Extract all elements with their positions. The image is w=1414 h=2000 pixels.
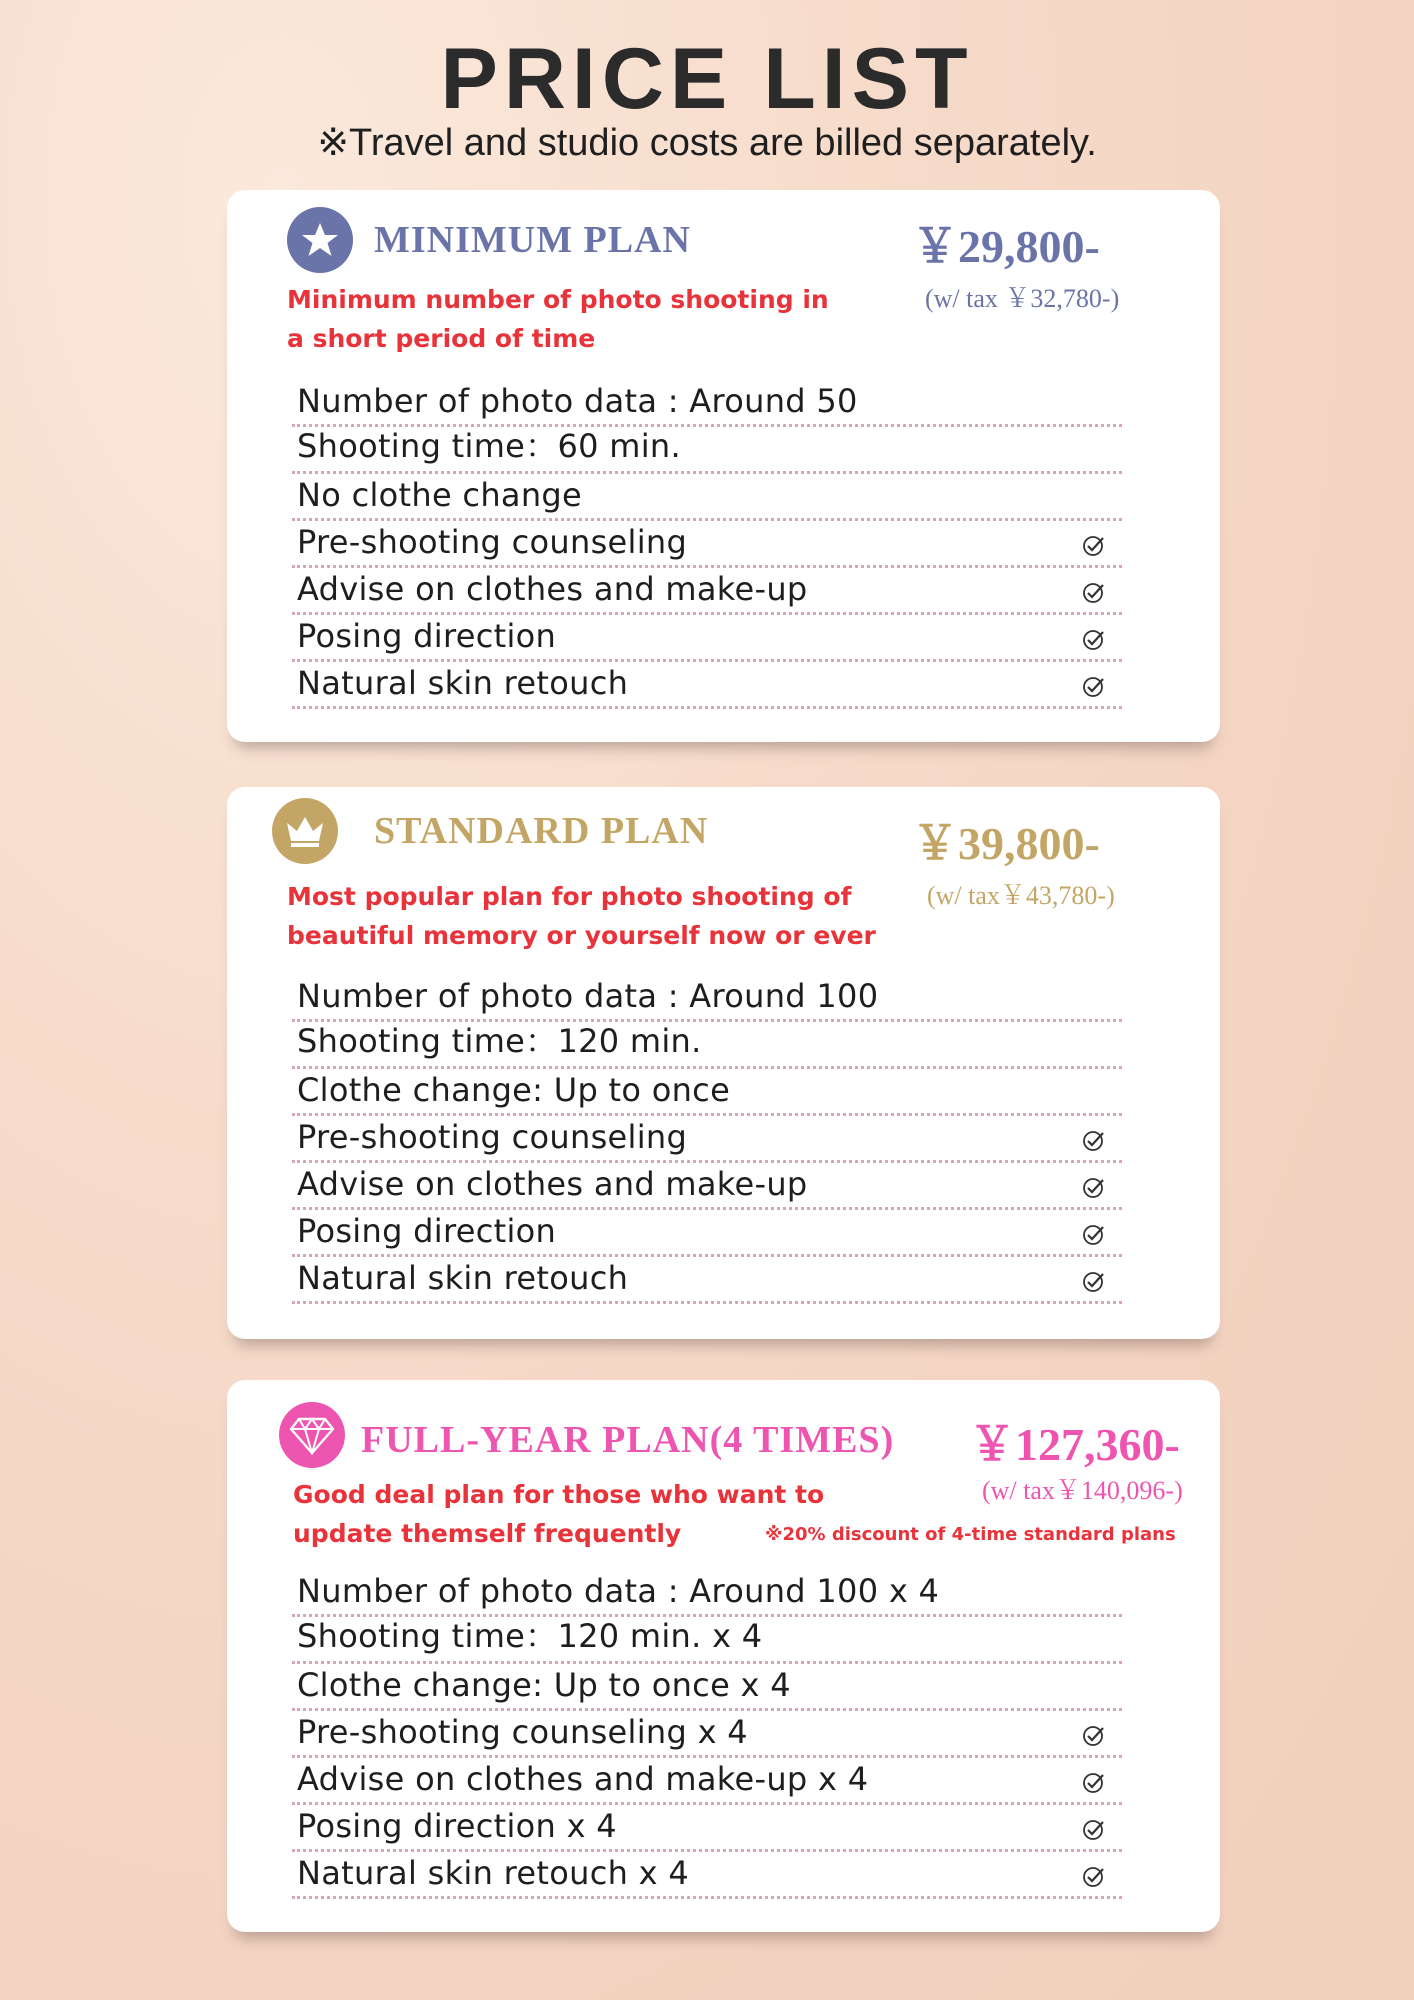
check-icon: [1082, 533, 1106, 557]
plan-description-line: update themself frequently: [293, 1519, 682, 1548]
plan-price-with-tax: (w/ tax￥140,096-): [982, 1476, 1183, 1505]
list-item: [292, 1022, 1122, 1069]
list-item: [292, 474, 1122, 521]
feature-label: Advise on clothes and make-up: [297, 570, 808, 608]
plan-card-full-year: [227, 1380, 1220, 1932]
feature-label: Number of photo data : Around 100 x 4: [297, 1572, 940, 1610]
check-icon: [1082, 674, 1106, 698]
list-item: [292, 1163, 1122, 1210]
plan-price-with-tax: (w/ tax￥43,780-): [927, 881, 1115, 910]
feature-label: Number of photo data : Around 50: [297, 382, 858, 420]
list-item: [292, 662, 1122, 709]
crown-icon: [272, 798, 338, 864]
list-item: [292, 1257, 1122, 1304]
feature-label: Posing direction: [297, 617, 557, 655]
feature-label: Pre-shooting counseling x 4: [297, 1713, 748, 1751]
plan-feature-list: [292, 1570, 1122, 1899]
list-item: [292, 615, 1122, 662]
list-item: [292, 1852, 1122, 1899]
plan-price: ￥29,800-: [912, 221, 1100, 272]
feature-label: Advise on clothes and make-up: [297, 1165, 808, 1203]
list-item: [292, 1116, 1122, 1163]
check-icon: [1082, 580, 1106, 604]
discount-note: ※20% discount of 4-time standard plans: [765, 1524, 1176, 1545]
feature-label: Natural skin retouch: [297, 1259, 629, 1297]
plan-description: [293, 1475, 824, 1553]
list-item: [292, 380, 1122, 427]
plan-feature-list: [292, 975, 1122, 1304]
diamond-icon: [279, 1402, 345, 1468]
plan-card-standard: [227, 787, 1220, 1339]
check-icon: [1082, 1864, 1106, 1888]
check-icon: [1082, 1128, 1106, 1152]
star-icon: [287, 207, 353, 273]
list-item: [292, 427, 1122, 474]
list-item: [292, 1617, 1122, 1664]
plan-price: ￥127,360-: [969, 1419, 1180, 1470]
feature-label: Posing direction: [297, 1212, 557, 1250]
plan-price-with-tax: (w/ tax ￥32,780-): [925, 284, 1120, 313]
feature-label: Shooting time：120 min. x 4: [297, 1617, 763, 1655]
plan-description-line: Good deal plan for those who want to: [293, 1480, 825, 1509]
feature-label: Number of photo data : Around 100: [297, 977, 879, 1015]
plan-price: ￥39,800-: [912, 818, 1100, 869]
plan-name: FULL-YEAR PLAN(4 TIMES): [361, 1419, 895, 1461]
page-subtitle: ※Travel and studio costs are billed separately.: [317, 122, 1097, 164]
feature-label: Natural skin retouch: [297, 664, 629, 702]
plan-feature-list: [292, 380, 1122, 709]
list-item: [292, 1570, 1122, 1617]
plan-description: [287, 280, 829, 358]
check-icon: [1082, 1723, 1106, 1747]
check-icon: [1082, 1817, 1106, 1841]
plan-card-minimum: [227, 190, 1220, 742]
plan-name: STANDARD PLAN: [374, 810, 709, 852]
list-item: [292, 1711, 1122, 1758]
check-icon: [1082, 1222, 1106, 1246]
feature-label: Pre-shooting counseling: [297, 1118, 688, 1156]
page-title: PRICE LIST: [440, 31, 974, 127]
list-item: [292, 1210, 1122, 1257]
list-item: [292, 1758, 1122, 1805]
list-item: [292, 521, 1122, 568]
feature-label: Clothe change: Up to once: [297, 1071, 731, 1109]
plan-description-line: Most popular plan for photo shooting of: [287, 882, 852, 911]
feature-label: Natural skin retouch x 4: [297, 1854, 690, 1892]
check-icon: [1082, 1770, 1106, 1794]
plan-description-line: a short period of time: [287, 324, 596, 353]
list-item: [292, 1069, 1122, 1116]
feature-label: Advise on clothes and make-up x 4: [297, 1760, 869, 1798]
feature-label: Shooting time：120 min.: [297, 1022, 702, 1060]
feature-label: No clothe change: [297, 476, 583, 514]
check-icon: [1082, 1175, 1106, 1199]
list-item: [292, 975, 1122, 1022]
feature-label: Pre-shooting counseling: [297, 523, 688, 561]
check-icon: [1082, 627, 1106, 651]
plan-description: [287, 877, 876, 955]
list-item: [292, 568, 1122, 615]
feature-label: Clothe change: Up to once x 4: [297, 1666, 791, 1704]
plan-description-line: Minimum number of photo shooting in: [287, 285, 829, 314]
list-item: [292, 1805, 1122, 1852]
plan-description-line: beautiful memory or yourself now or ever: [287, 921, 876, 950]
check-icon: [1082, 1269, 1106, 1293]
feature-label: Shooting time：60 min.: [297, 427, 681, 465]
plan-name: MINIMUM PLAN: [374, 219, 692, 261]
feature-label: Posing direction x 4: [297, 1807, 617, 1845]
list-item: [292, 1664, 1122, 1711]
